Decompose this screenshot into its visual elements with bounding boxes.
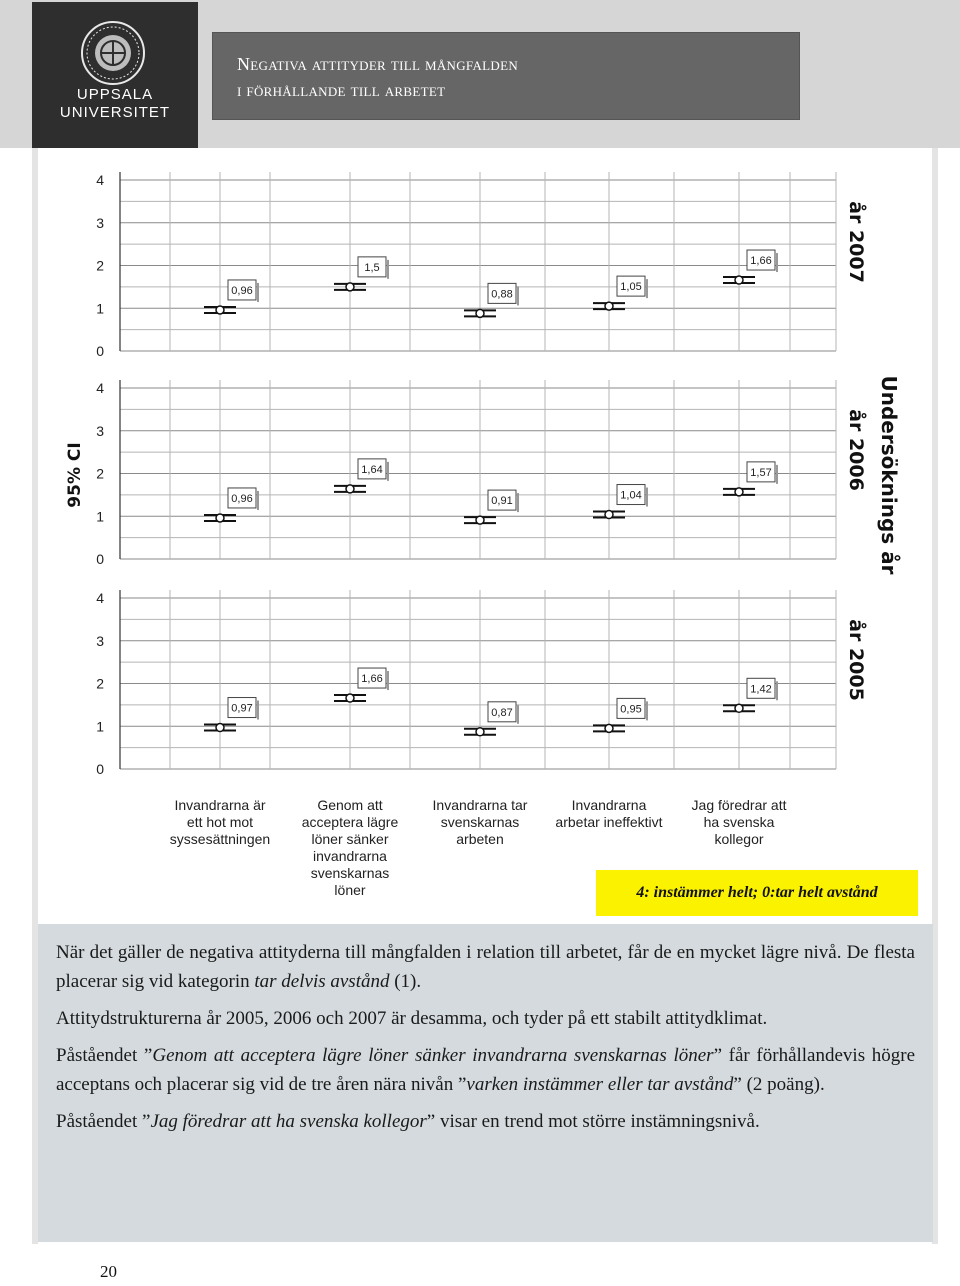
page-number: 20 [100, 1262, 117, 1281]
panel-year-label: år 2007 [845, 201, 867, 283]
data-label: 0,96 [231, 284, 253, 297]
mean-point [735, 276, 743, 284]
paragraph-1 [56, 938, 915, 996]
paragraph-3-text: Påståendet ”Genom att acceptera lägre löner sänker invandrarna svenskarnas löner” får förhållandevis högre acceptans och placerar sig vid de tre åren nära nivån ”varken instämmer eller tar avstånd” (2 poäng). [56, 1045, 916, 1095]
panel-background [120, 590, 836, 769]
mean-point [476, 309, 484, 317]
data-label: 0,96 [231, 492, 253, 505]
mean-point [216, 514, 224, 522]
y-tick-label: 1 [96, 718, 104, 735]
category-label: invandrarna [313, 848, 387, 864]
category-label: arbeten [456, 831, 504, 847]
scale-note: 4: instämmer helt; 0:tar helt avstånd [596, 870, 918, 916]
data-label: 0,91 [491, 495, 513, 508]
page-title-line2: i förhållande till arbetet [237, 80, 446, 100]
y-tick-label: 2 [96, 675, 104, 692]
data-label: 0,87 [491, 706, 513, 719]
y-tick-label: 1 [96, 508, 104, 525]
data-label: 0,88 [491, 288, 513, 301]
panel-background [120, 172, 836, 351]
y-tick-label: 3 [96, 422, 104, 439]
y-tick-label: 4 [96, 380, 104, 396]
y-tick-label: 3 [96, 632, 104, 649]
data-label: 1,5 [364, 261, 380, 274]
data-label: 1,04 [620, 489, 642, 502]
data-label: 1,66 [750, 255, 772, 268]
category-label: ha svenska [703, 814, 775, 830]
mean-point [216, 724, 224, 732]
mean-point [476, 728, 484, 736]
data-label: 1,64 [361, 463, 383, 476]
y-tick-label: 3 [96, 214, 104, 231]
mean-point [216, 306, 224, 314]
panel-year-label: år 2005 [845, 619, 867, 701]
category-label: arbetar ineffektivt [555, 814, 663, 830]
page-title-line1: Negativa attityder till mångfalden [237, 54, 519, 74]
category-label: löner sänker [311, 831, 389, 847]
category-label: Invandrarna [571, 797, 647, 813]
university-name-line1: UPPSALA [76, 86, 154, 103]
paragraph-2: Attitydstrukturerna år 2005, 2006 och 2007 är desamma, och tyder på ett stabilt attitydklimat. [56, 1008, 768, 1029]
mean-point [605, 724, 613, 732]
category-label: ett hot mot [186, 814, 254, 830]
y-tick-label: 0 [96, 551, 104, 567]
y-tick-label: 4 [96, 172, 104, 188]
mean-point [735, 488, 743, 496]
data-label: 0,95 [620, 703, 642, 716]
university-name-line2: UNIVERSITET [59, 104, 171, 121]
data-label: 0,97 [231, 702, 253, 715]
category-label: Invandrarna är [174, 797, 266, 813]
mean-point [476, 516, 484, 524]
y-tick-label: 1 [96, 300, 104, 317]
body-text [38, 924, 933, 1242]
category-label: acceptera lägre [301, 814, 399, 830]
y-tick-label: 4 [96, 590, 104, 606]
category-label: Jag föredrar att [691, 797, 787, 813]
data-label: 1,57 [750, 466, 772, 479]
y-axis-label: 95% CI [65, 442, 85, 508]
paragraph-4 [56, 1107, 915, 1136]
legend-title: Undersöknings år [877, 375, 901, 575]
mean-point [605, 511, 613, 519]
mean-point [346, 485, 354, 493]
category-label: Genom att [317, 797, 383, 813]
category-label: svenskarnas [310, 865, 390, 881]
paragraph-3 [56, 1041, 915, 1099]
paragraph-4-text: Påståendet ”Jag föredrar att ha svenska kollegor” visar en trend mot större instämningsnivå. [56, 1111, 760, 1132]
category-label: löner [334, 882, 366, 898]
category-label: syssesättningen [169, 831, 271, 847]
category-label: kollegor [714, 831, 764, 847]
y-tick-label: 2 [96, 465, 104, 482]
mean-point [735, 704, 743, 712]
panel-year-label: år 2006 [845, 409, 867, 491]
category-label: Invandrarna tar [432, 797, 528, 813]
y-tick-label: 0 [96, 343, 104, 359]
panel-background [120, 380, 836, 559]
mean-point [605, 302, 613, 310]
data-label: 1,66 [361, 673, 383, 686]
paragraph-1-text: När det gäller de negativa attityderna till mångfalden i relation till arbetet, får de en mycket lägre nivå. De flesta placerar sig vid kategorin tar delvis avstånd (1). [56, 942, 915, 992]
data-label: 1,42 [750, 683, 772, 696]
y-tick-label: 2 [96, 257, 104, 274]
data-label: 1,05 [620, 281, 642, 294]
y-tick-label: 0 [96, 761, 104, 777]
mean-point [346, 694, 354, 702]
mean-point [346, 283, 354, 291]
category-label: svenskarnas [440, 814, 520, 830]
